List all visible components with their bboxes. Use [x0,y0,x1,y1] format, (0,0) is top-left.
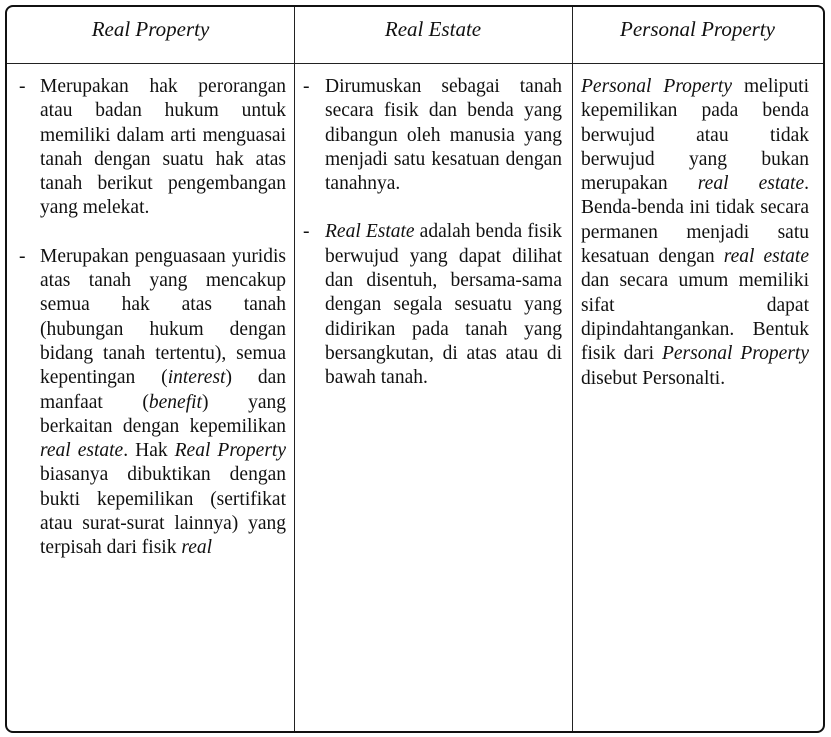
italic-term: benefit [148,391,202,413]
item-text: Merupakan hak perorangan atau badan hukum untuk memiliki dalam arti menguasai tanah dengan suatu hak atas tanah berikut pengembangan yang melekat. [40,76,286,219]
item-text: disebut Personalti. [581,367,726,389]
column-divider [294,7,295,731]
item-text: adalah benda fisik berwujud yang dapat dilihat dan disentuh, bersama-sama dengan segala sesuatu yang didirikan pada tanah yang bersangkutan, di atas atau di bawah tanah. [325,221,562,389]
dash-bullet: - [19,245,26,267]
italic-term: Real Estate [325,221,415,243]
item-text: Dirumuskan sebagai tanah secara fisik dan benda yang dibangun oleh manusia yang menjadi satu kesatuan dengan tanahnya. [325,76,562,195]
comparison-table [5,5,825,733]
dash-bullet: - [303,221,310,243]
item-text: Merupakan penguasaan yuridis atas tanah yang mencakup semua hak atas tanah (hubungan hukum dengan bidang tanah tertentu), semua kepentingan ( [40,245,286,389]
list-item [16,245,286,561]
italic-term: real estate [40,440,124,462]
item-text: ) yang berkaitan dengan kepemilikan [40,391,286,437]
header-divider [7,63,823,64]
item-text: meliputi kepemilikan pada benda berwujud atau tidak berwujud yang bukan merupakan [581,76,809,195]
item-text: ) dan manfaat ( [40,367,287,413]
paragraph [581,75,809,391]
italic-term: Real Property [174,440,286,462]
italic-term: real [181,537,213,559]
real-property-column [16,75,286,561]
column-divider [572,7,573,731]
italic-term: Personal Property [661,343,809,365]
personal-property-column [581,75,809,391]
dash-bullet: - [303,76,310,97]
header-real-estate: Real Estate [384,17,482,41]
item-text: . Hak [123,440,175,462]
list-item [303,220,562,390]
italic-term: interest [167,367,226,389]
item-text: biasanya dibuktikan dengan bukti kepemilikan (sertifikat atau surat-surat lainnya) yang terpisah dari fisik [40,464,286,559]
list-item [16,75,286,221]
real-estate-column [303,75,562,391]
italic-term: real estate [697,173,805,195]
header-personal-property: Personal Property [620,17,775,41]
item-text: . Benda-benda ini tidak secara permanen menjadi satu kesatuan dengan [581,173,809,268]
dash-bullet: - [19,76,26,97]
italic-term: Personal Property [581,76,732,97]
italic-term: real estate [723,246,809,268]
item-text: dan secara umum memiliki sifat dapat dipindahtangankan. Bentuk fisik dari [581,270,809,365]
header-real-property: Real Property [91,17,210,41]
list-item [303,75,562,196]
